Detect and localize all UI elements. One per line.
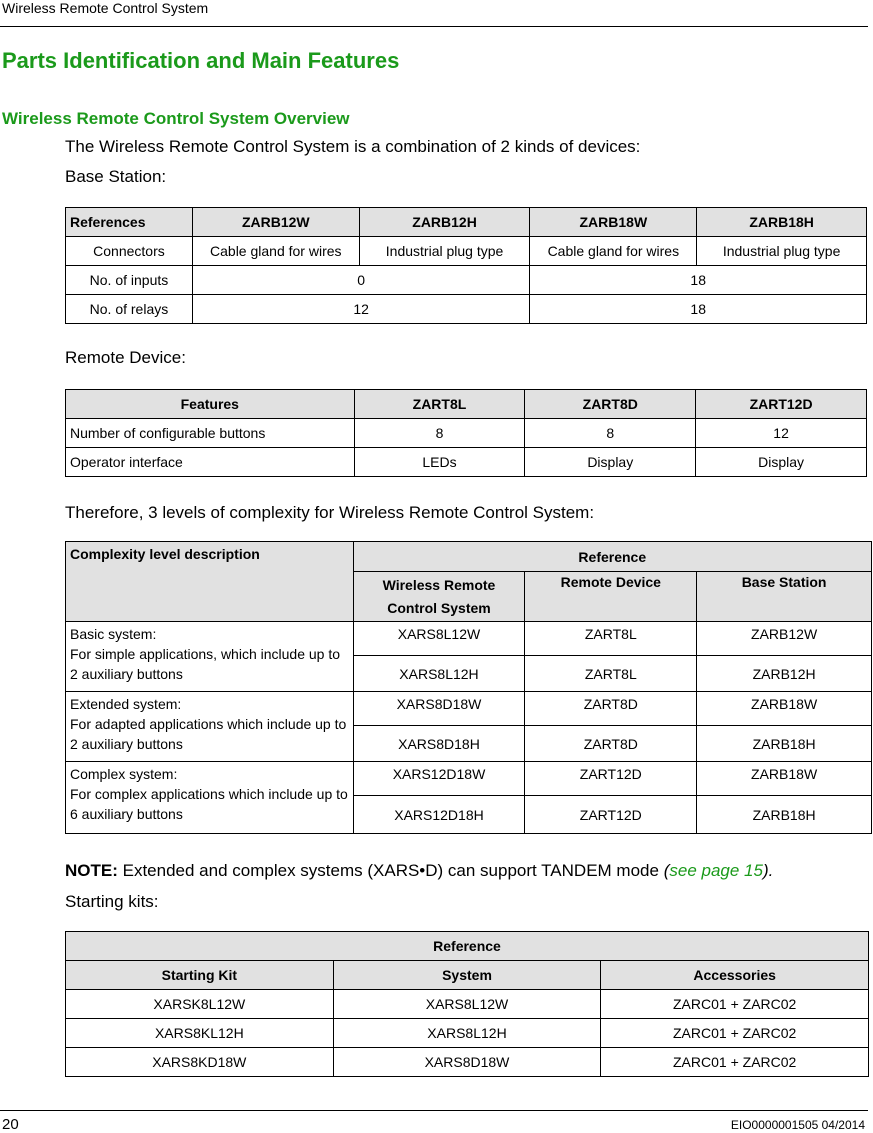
note-paragraph (65, 861, 773, 881)
complexity-level-name: Extended system: (70, 696, 182, 712)
table-row (66, 448, 867, 477)
table-cell: XARS8KL12H (66, 1019, 334, 1048)
table-cell: ZARB18H (697, 796, 872, 834)
table-header-cell: Accessories (601, 961, 869, 990)
base-station-label: Base Station: (65, 167, 167, 186)
running-header: Wireless Remote Control System (2, 0, 209, 16)
table-cell: ZART8L (525, 656, 697, 692)
table-cell: XARS8L12H (333, 1019, 601, 1048)
table-header-cell: Reference (353, 542, 871, 572)
table-row (66, 1048, 869, 1077)
table-cell: ZART8D (525, 692, 697, 726)
table-cell: Display (525, 448, 696, 477)
page-link[interactable]: see page 15 (669, 861, 763, 880)
table-cell: Cable gland for wires (530, 237, 697, 266)
remote-device-label: Remote Device: (65, 348, 186, 367)
table-header-cell: Reference (66, 932, 869, 961)
complexity-level-name: Complex system: (70, 766, 178, 782)
note-label: NOTE: (65, 861, 118, 880)
table-cell: Industrial plug type (359, 237, 530, 266)
note-open-paren: ( (663, 861, 670, 880)
table-cell: 12 (192, 295, 530, 324)
table-cell: ZARB18W (697, 692, 872, 726)
table-header-row (66, 542, 872, 572)
table-row (66, 622, 872, 656)
table-cell: ZART8D (525, 726, 697, 762)
table-cell: ZART8L (525, 622, 697, 656)
table-header-row (66, 390, 867, 419)
footer-divider (0, 1110, 868, 1111)
table-row (66, 266, 867, 295)
table-cell: ZARB12W (697, 622, 872, 656)
table-header-row (66, 932, 869, 961)
table-cell: 0 (192, 266, 530, 295)
table-row (66, 237, 867, 266)
table-header-cell: ZARB12W (192, 208, 359, 237)
complexity-intro: Therefore, 3 levels of complexity for Wireless Remote Control System: (65, 503, 595, 522)
table-cell: 8 (525, 419, 696, 448)
table-header-cell: Remote Device (525, 572, 697, 622)
complexity-level-name: Basic system: (70, 626, 157, 642)
table-cell: XARS12D18H (353, 796, 525, 834)
table-header-cell: ZARB18W (530, 208, 697, 237)
table-cell: XARS8L12H (353, 656, 525, 692)
table-header-row (66, 961, 869, 990)
table-cell: XARS8L12W (333, 990, 601, 1019)
complexity-level-desc: For adapted applications which include up to 2 auxiliary buttons (70, 716, 347, 752)
page-number: 20 (2, 1116, 19, 1133)
table-header-cell: ZARB12H (359, 208, 530, 237)
table-cell: No. of inputs (66, 266, 193, 295)
table-cell: XARS8D18W (333, 1048, 601, 1077)
table-cell: 18 (530, 266, 867, 295)
table-header-row (66, 208, 867, 237)
table-cell: ZARB18W (697, 762, 872, 796)
table-cell: Industrial plug type (697, 237, 867, 266)
table-row (66, 1019, 869, 1048)
table-row (66, 692, 872, 726)
table-header-cell: ZART8L (354, 390, 525, 419)
complexity-table (65, 541, 872, 834)
complexity-desc-cell (66, 692, 354, 762)
table-cell: Number of configurable buttons (66, 419, 355, 448)
intro-text: The Wireless Remote Control System is a combination of 2 kinds of devices: (65, 137, 641, 156)
table-cell: ZARB12H (697, 656, 872, 692)
table-header-cell: Starting Kit (66, 961, 334, 990)
table-cell: XARS8KD18W (66, 1048, 334, 1077)
table-header-cell: Base Station (697, 572, 872, 622)
table-cell: LEDs (354, 448, 525, 477)
table-cell: ZARC01 + ZARC02 (601, 1048, 869, 1077)
note-close: ). (762, 861, 774, 880)
table-header-cell: ZART12D (696, 390, 867, 419)
table-cell: XARS8L12W (353, 622, 525, 656)
table-cell: ZART12D (525, 796, 697, 834)
table-cell: No. of relays (66, 295, 193, 324)
starting-kits-label: Starting kits: (65, 892, 159, 911)
table-cell: XARS12D18W (353, 762, 525, 796)
remote-device-table (65, 389, 867, 477)
table-cell: ZARB18H (697, 726, 872, 762)
document-reference: EIO0000001505 04/2014 (730, 1118, 865, 1132)
note-text: Extended and complex systems (XARS•D) can support TANDEM mode (122, 861, 659, 880)
header-divider (0, 26, 868, 27)
table-row (66, 295, 867, 324)
table-cell: XARSK8L12W (66, 990, 334, 1019)
table-cell: ZARC01 + ZARC02 (601, 1019, 869, 1048)
complexity-level-desc: For simple applications, which include up to 2 auxiliary buttons (70, 646, 341, 682)
table-cell: XARS8D18W (353, 692, 525, 726)
table-cell: Display (696, 448, 867, 477)
table-header-cell: References (66, 208, 193, 237)
table-cell: Connectors (66, 237, 193, 266)
base-station-table (65, 207, 867, 324)
table-cell: Operator interface (66, 448, 355, 477)
complexity-desc-cell (66, 622, 354, 692)
complexity-desc-cell (66, 762, 354, 834)
table-cell: ZART12D (525, 762, 697, 796)
table-cell: 12 (696, 419, 867, 448)
table-header-cell: System (333, 961, 601, 990)
table-cell: Cable gland for wires (192, 237, 359, 266)
table-row (66, 990, 869, 1019)
table-cell: ZARC01 + ZARC02 (601, 990, 869, 1019)
table-cell: 18 (530, 295, 867, 324)
complexity-level-desc: For complex applications which include up to 6 auxiliary buttons (70, 786, 348, 822)
table-header-cell: Features (66, 390, 355, 419)
table-header-cell: Complexity level description (66, 542, 354, 622)
table-header-cell: Wireless Remote Control System (353, 572, 525, 622)
page-title: Parts Identification and Main Features (2, 48, 400, 73)
table-cell: XARS8D18H (353, 726, 525, 762)
starting-kits-table (65, 931, 869, 1077)
table-header-cell: ZART8D (525, 390, 696, 419)
table-header-cell: ZARB18H (697, 208, 867, 237)
table-row (66, 419, 867, 448)
table-row (66, 762, 872, 796)
section-title: Wireless Remote Control System Overview (2, 109, 350, 128)
table-cell: 8 (354, 419, 525, 448)
